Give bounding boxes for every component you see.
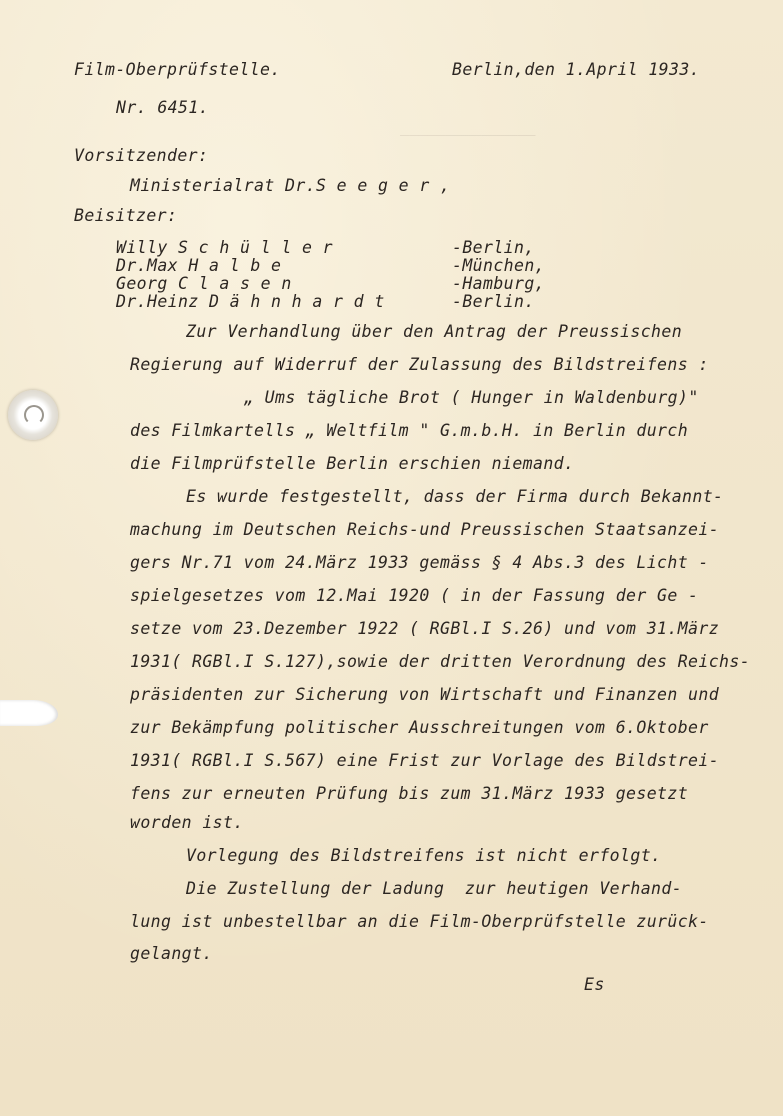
body-line: fens zur erneuten Prüfung bis zum 31.März 1933 gesetzt bbox=[130, 784, 689, 803]
paper-tear bbox=[0, 700, 58, 726]
body-line: des Filmkartells „ Weltfilm " G.m.b.H. in Berlin durch bbox=[130, 421, 689, 440]
body-line: worden ist. bbox=[130, 813, 244, 832]
punch-hole bbox=[8, 390, 58, 440]
bleed-through-mark: _______________ bbox=[400, 118, 536, 136]
assessor-name: Willy S c h ü l l e r bbox=[116, 238, 334, 257]
body-line: Zur Verhandlung über den Antrag der Preussischen bbox=[186, 322, 683, 341]
body-line: 1931( RGBl.I S.567) eine Frist zur Vorlage des Bildstrei- bbox=[130, 751, 720, 770]
body-line: setze vom 23.Dezember 1922 ( RGBl.I S.26) und vom 31.März bbox=[130, 619, 720, 638]
assessors-label: Beisitzer: bbox=[74, 206, 178, 225]
chair-label: Vorsitzender: bbox=[74, 146, 209, 165]
assessor-city: -München, bbox=[452, 256, 546, 275]
body-line: Regierung auf Widerruf der Zulassung des Bildstreifens : bbox=[130, 355, 709, 374]
body-line: zur Bekämpfung politischer Ausschreitungen vom 6.Oktober bbox=[130, 718, 709, 737]
body-line: gelangt. bbox=[130, 944, 213, 963]
body-line: 1931( RGBl.I S.127),sowie der dritten Verordnung des Reichs- bbox=[130, 652, 751, 671]
chair-name: Ministerialrat Dr.S e e g e r , bbox=[130, 176, 451, 195]
body-line: die Filmprüfstelle Berlin erschien niemand. bbox=[130, 454, 575, 473]
body-line: Vorlegung des Bildstreifens ist nicht erfolgt. bbox=[186, 846, 662, 865]
body-line: präsidenten zur Sicherung von Wirtschaft und Finanzen und bbox=[130, 685, 720, 704]
assessor-city: -Berlin. bbox=[452, 292, 535, 311]
document-number: Nr. 6451. bbox=[116, 98, 210, 117]
catchword: Es bbox=[584, 975, 605, 994]
body-line: lung ist unbestellbar an die Film-Oberprüfstelle zurück- bbox=[130, 912, 709, 931]
assessor-name: Dr.Max H a l b e bbox=[116, 256, 282, 275]
body-line: machung im Deutschen Reichs-und Preussischen Staatsanzei- bbox=[130, 520, 720, 539]
body-line: gers Nr.71 vom 24.März 1933 gemäss § 4 Abs.3 des Licht - bbox=[130, 553, 709, 572]
assessor-city: -Hamburg, bbox=[452, 274, 546, 293]
film-title-line: „ Ums tägliche Brot ( Hunger in Waldenburg)" bbox=[244, 388, 699, 407]
body-line: Die Zustellung der Ladung zur heutigen Verhand- bbox=[186, 879, 683, 898]
assessor-name: Georg C l a s e n bbox=[116, 274, 292, 293]
office-name: Film-Oberprüfstelle. bbox=[74, 60, 281, 79]
body-line: Es wurde festgestellt, dass der Firma durch Bekannt- bbox=[186, 487, 724, 506]
body-line: spielgesetzes vom 12.Mai 1920 ( in der Fassung der Ge - bbox=[130, 586, 699, 605]
place-date: Berlin,den 1.April 1933. bbox=[452, 60, 701, 79]
assessor-name: Dr.Heinz D ä h n h a r d t bbox=[116, 292, 385, 311]
assessor-city: -Berlin, bbox=[452, 238, 535, 257]
